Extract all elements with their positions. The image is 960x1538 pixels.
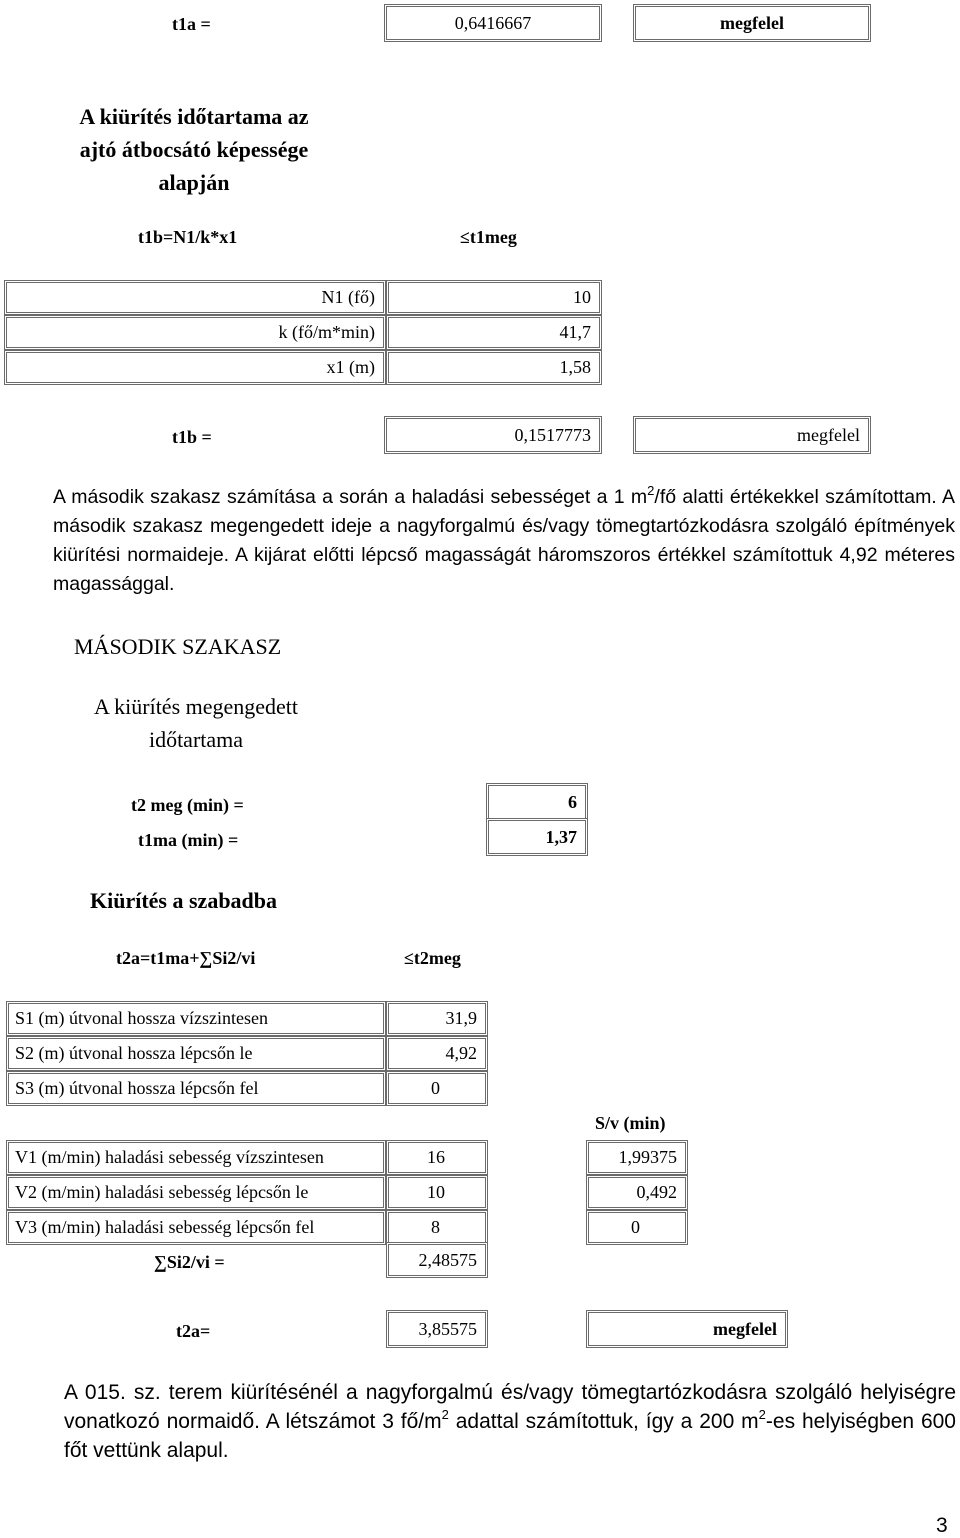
superscript: 2 bbox=[647, 482, 655, 498]
speed-name-cell bbox=[6, 1210, 386, 1245]
page-number: 3 bbox=[936, 1514, 948, 1537]
sv-value-cell bbox=[586, 1210, 688, 1245]
distance-name-cell bbox=[6, 1071, 386, 1106]
paragraph-text: -es helyiségben 600 főt vettünk alapul. bbox=[64, 1410, 956, 1462]
t2a-status: megfelel bbox=[713, 1318, 777, 1339]
t1b-label: t1b = bbox=[172, 427, 212, 447]
section2-subheading bbox=[64, 690, 328, 756]
param-name-cell bbox=[4, 315, 386, 350]
distance-value: 31,9 bbox=[445, 1008, 477, 1028]
t2a-value-cell bbox=[386, 1310, 488, 1348]
section2-subheading-line: A kiürítés megengedett bbox=[93, 694, 299, 719]
param-name: k (fő/m*min) bbox=[278, 322, 375, 342]
sv-header: S/v (min) bbox=[595, 1113, 666, 1133]
t2a-value: 3,85575 bbox=[418, 1318, 477, 1339]
superscript: 2 bbox=[441, 1407, 449, 1422]
param-value-cell bbox=[386, 315, 602, 350]
distance-name-cell bbox=[6, 1001, 386, 1036]
section1-condition: ≤t1meg bbox=[460, 227, 517, 247]
paragraph-text: adattal számítottuk, így a 200 m bbox=[448, 1410, 759, 1433]
sum-value: 2,48575 bbox=[418, 1249, 477, 1270]
param-value: 10 bbox=[573, 287, 591, 307]
sv-value: 0 bbox=[631, 1217, 640, 1237]
sum-label: ∑Si2/vi = bbox=[154, 1252, 225, 1272]
param-name-cell bbox=[4, 350, 386, 385]
distance-value: 0 bbox=[431, 1078, 440, 1098]
section2-formula: t2a=t1ma+∑Si2/vi bbox=[116, 948, 256, 968]
param-name: x1 (m) bbox=[326, 357, 375, 377]
speed-value: 16 bbox=[427, 1147, 445, 1167]
t1a-status: megfelel bbox=[720, 12, 784, 33]
sv-value: 0,492 bbox=[636, 1182, 677, 1202]
speed-name: V1 (m/min) haladási sebesség vízszintesen bbox=[15, 1147, 324, 1167]
distance-value-cell bbox=[386, 1071, 488, 1106]
section2-subheading-line: időtartama bbox=[148, 727, 244, 752]
param-value-cell bbox=[386, 280, 602, 315]
speed-value-cell bbox=[386, 1175, 488, 1210]
t2meg-label: t2 meg (min) = bbox=[131, 795, 244, 815]
paragraph-text: /fő alatti értékekkel számítottam. A második szakasz megengedett ideje a nagyforgalmú és/vagy tömegtartózkodásra szolgáló építmények kiürítési normaideje. A kijárat előtti lépcső magasságát háromszoros értékkel számítottuk 4,92 méteres magassággal. bbox=[53, 486, 955, 595]
t1ma-value-cell bbox=[486, 818, 588, 856]
t2meg-value: 6 bbox=[568, 792, 577, 812]
paragraph-second-section-notes bbox=[53, 483, 955, 599]
t1ma-value: 1,37 bbox=[545, 826, 577, 847]
paragraph-room-notes bbox=[64, 1378, 956, 1465]
t1ma-label: t1ma (min) = bbox=[138, 830, 239, 850]
sv-value-cell bbox=[586, 1140, 688, 1175]
t1b-value: 0,1517773 bbox=[514, 424, 591, 445]
distance-name: S1 (m) útvonal hossza vízszintesen bbox=[15, 1008, 268, 1028]
superscript: 2 bbox=[758, 1407, 766, 1422]
section2-title: MÁSODIK SZAKASZ bbox=[74, 634, 282, 659]
section2-condition: ≤t2meg bbox=[404, 948, 461, 968]
speed-value-cell bbox=[386, 1140, 488, 1175]
distance-value: 4,92 bbox=[445, 1043, 477, 1063]
speed-name-cell bbox=[6, 1175, 386, 1210]
paragraph-text: A második szakasz számítása a során a haladási sebességet a 1 m bbox=[53, 486, 648, 508]
distance-name-cell bbox=[6, 1036, 386, 1071]
t1b-status-cell bbox=[633, 416, 871, 454]
param-value: 1,58 bbox=[559, 357, 591, 377]
t1b-value-cell bbox=[384, 416, 602, 454]
section1-heading-line: ajtó átbocsátó képessége bbox=[79, 137, 309, 162]
param-value-cell bbox=[386, 350, 602, 385]
t1a-status-cell bbox=[633, 4, 871, 42]
distance-value-cell bbox=[386, 1036, 488, 1071]
section1-heading-line: A kiürítés időtartama az bbox=[79, 104, 309, 129]
distance-name: S3 (m) útvonal hossza lépcsőn fel bbox=[15, 1078, 259, 1098]
distance-value-cell bbox=[386, 1001, 488, 1036]
sum-value-cell bbox=[386, 1242, 488, 1278]
speed-value: 8 bbox=[431, 1217, 440, 1237]
param-name: N1 (fő) bbox=[321, 287, 375, 307]
section1-heading bbox=[64, 100, 324, 199]
exit-heading: Kiürítés a szabadba bbox=[90, 888, 278, 913]
t2a-label: t2a= bbox=[176, 1321, 211, 1341]
param-value: 41,7 bbox=[559, 322, 591, 342]
section1-formula: t1b=N1/k*x1 bbox=[138, 227, 238, 247]
speed-name: V2 (m/min) haladási sebesség lépcsőn le bbox=[15, 1182, 309, 1202]
t1a-label: t1a = bbox=[172, 14, 211, 34]
t1a-value-cell bbox=[384, 4, 602, 42]
distance-name: S2 (m) útvonal hossza lépcsőn le bbox=[15, 1043, 253, 1063]
t2a-status-cell bbox=[586, 1310, 788, 1348]
t1b-status: megfelel bbox=[797, 424, 860, 445]
speed-value-cell bbox=[386, 1210, 488, 1245]
t2meg-value-cell bbox=[486, 783, 588, 822]
speed-value: 10 bbox=[427, 1182, 445, 1202]
speed-name-cell bbox=[6, 1140, 386, 1175]
t1a-value: 0,6416667 bbox=[454, 12, 532, 33]
speed-name: V3 (m/min) haladási sebesség lépcsőn fel bbox=[15, 1217, 315, 1237]
paragraph-text: A 015. sz. terem kiürítésénél a nagyforgalmú és/vagy tömegtartózkodásra szolgáló helyiségre vonatkozó normaidő. A létszámot 3 fő/m bbox=[64, 1381, 956, 1433]
sv-value-cell bbox=[586, 1175, 688, 1210]
param-name-cell bbox=[4, 280, 386, 315]
section1-heading-line: alapján bbox=[158, 170, 230, 195]
sv-value: 1,99375 bbox=[618, 1147, 677, 1167]
